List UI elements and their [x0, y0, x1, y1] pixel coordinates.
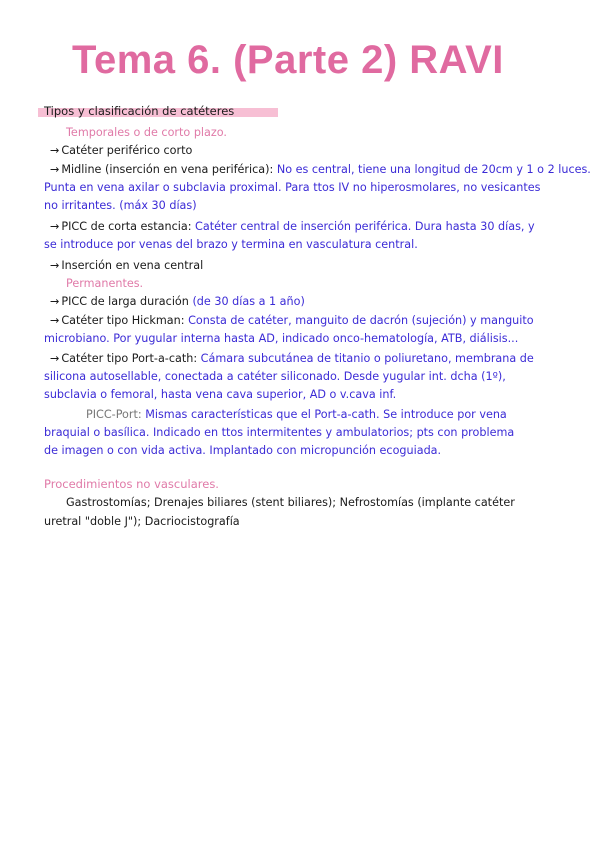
nonvascular-text-1: Gastrostomías; Drenajes biliares (stent biliares); Nefrostomías (implante catéter [66, 496, 515, 509]
picc-corta-text-1: Catéter central de inserción periférica. Dura hasta 30 días, y [195, 220, 535, 233]
item-piccport [86, 407, 507, 423]
picc-corta-label: PICC de corta estancia: [61, 220, 192, 233]
permanent-heading: Permanentes. [66, 277, 144, 290]
item-insercion-central [50, 258, 203, 274]
piccport-text-2: braquial o basílica. Indicado en ttos intermitentes y ambulatorios; pts con problema [44, 426, 515, 439]
item-picc-corta [50, 219, 535, 235]
arrow-icon: → [50, 295, 60, 308]
portacath-text-3: subclavia o femoral, hasta vena cava superior, AD o v.cava inf. [44, 388, 397, 401]
nonvascular-heading: Procedimientos no vasculares. [44, 477, 219, 491]
arrow-icon: → [50, 259, 60, 272]
picc-corta-text-2: se introduce por venas del brazo y termina en vasculatura central. [44, 238, 418, 251]
hickman-text-1: Consta de catéter, manguito de dacrón (sujeción) y manguito [188, 314, 534, 327]
midline-text-1: No es central, tiene una longitud de 20cm y 1 o 2 luces. [276, 163, 591, 176]
piccport-label: PICC-Port: [86, 408, 142, 421]
catheters-heading: Tipos y clasificación de catéteres [44, 104, 235, 118]
arrow-icon: → [50, 144, 60, 157]
temporal-heading: Temporales o de corto plazo. [66, 126, 227, 139]
midline-label: Midline (inserción en vena periférica): [61, 163, 274, 176]
item-midline [50, 162, 591, 178]
arrow-icon: → [50, 352, 60, 365]
item-portacath [50, 351, 534, 367]
insercion-central-label: Inserción en vena central [61, 259, 204, 272]
item-picc-larga [50, 294, 305, 310]
arrow-icon: → [50, 220, 60, 233]
item-periferico [50, 143, 192, 159]
hickman-text-2: microbiano. Por yugular interna hasta AD, indicado onco-hematología, ATB, diálisis... [44, 332, 519, 345]
arrow-icon: → [50, 314, 60, 327]
nonvascular-text-2: uretral "doble J"); Dacriocistografía [44, 515, 240, 528]
hickman-label: Catéter tipo Hickman: [61, 314, 185, 327]
midline-text-2: Punta en vena axilar o subclavia proximal. Para ttos IV no hiperosmolares, no vesicantes [44, 181, 541, 194]
midline-text-3: no irritantes. (máx 30 días) [44, 199, 197, 212]
portacath-text-1: Cámara subcutánea de titanio o poliuretano, membrana de [200, 352, 534, 365]
item-hickman [50, 313, 534, 329]
arrow-icon: → [50, 163, 60, 176]
piccport-text-3: de imagen o con vida activa. Implantado con micropunción ecoguiada. [44, 444, 442, 457]
portacath-label: Catéter tipo Port-a-cath: [61, 352, 198, 365]
item-periferico-label: Catéter periférico corto [61, 144, 193, 157]
piccport-text-1: Mismas características que el Port-a-cath. Se introduce por vena [145, 408, 507, 421]
portacath-text-2: silicona autosellable, conectada a catéter siliconado. Desde yugular int. dcha (1º), [44, 370, 506, 383]
page-title: Tema 6. (Parte 2) RAVI [72, 38, 504, 82]
picc-larga-label: PICC de larga duración [61, 295, 189, 308]
picc-larga-text: (de 30 días a 1 año) [192, 295, 305, 308]
